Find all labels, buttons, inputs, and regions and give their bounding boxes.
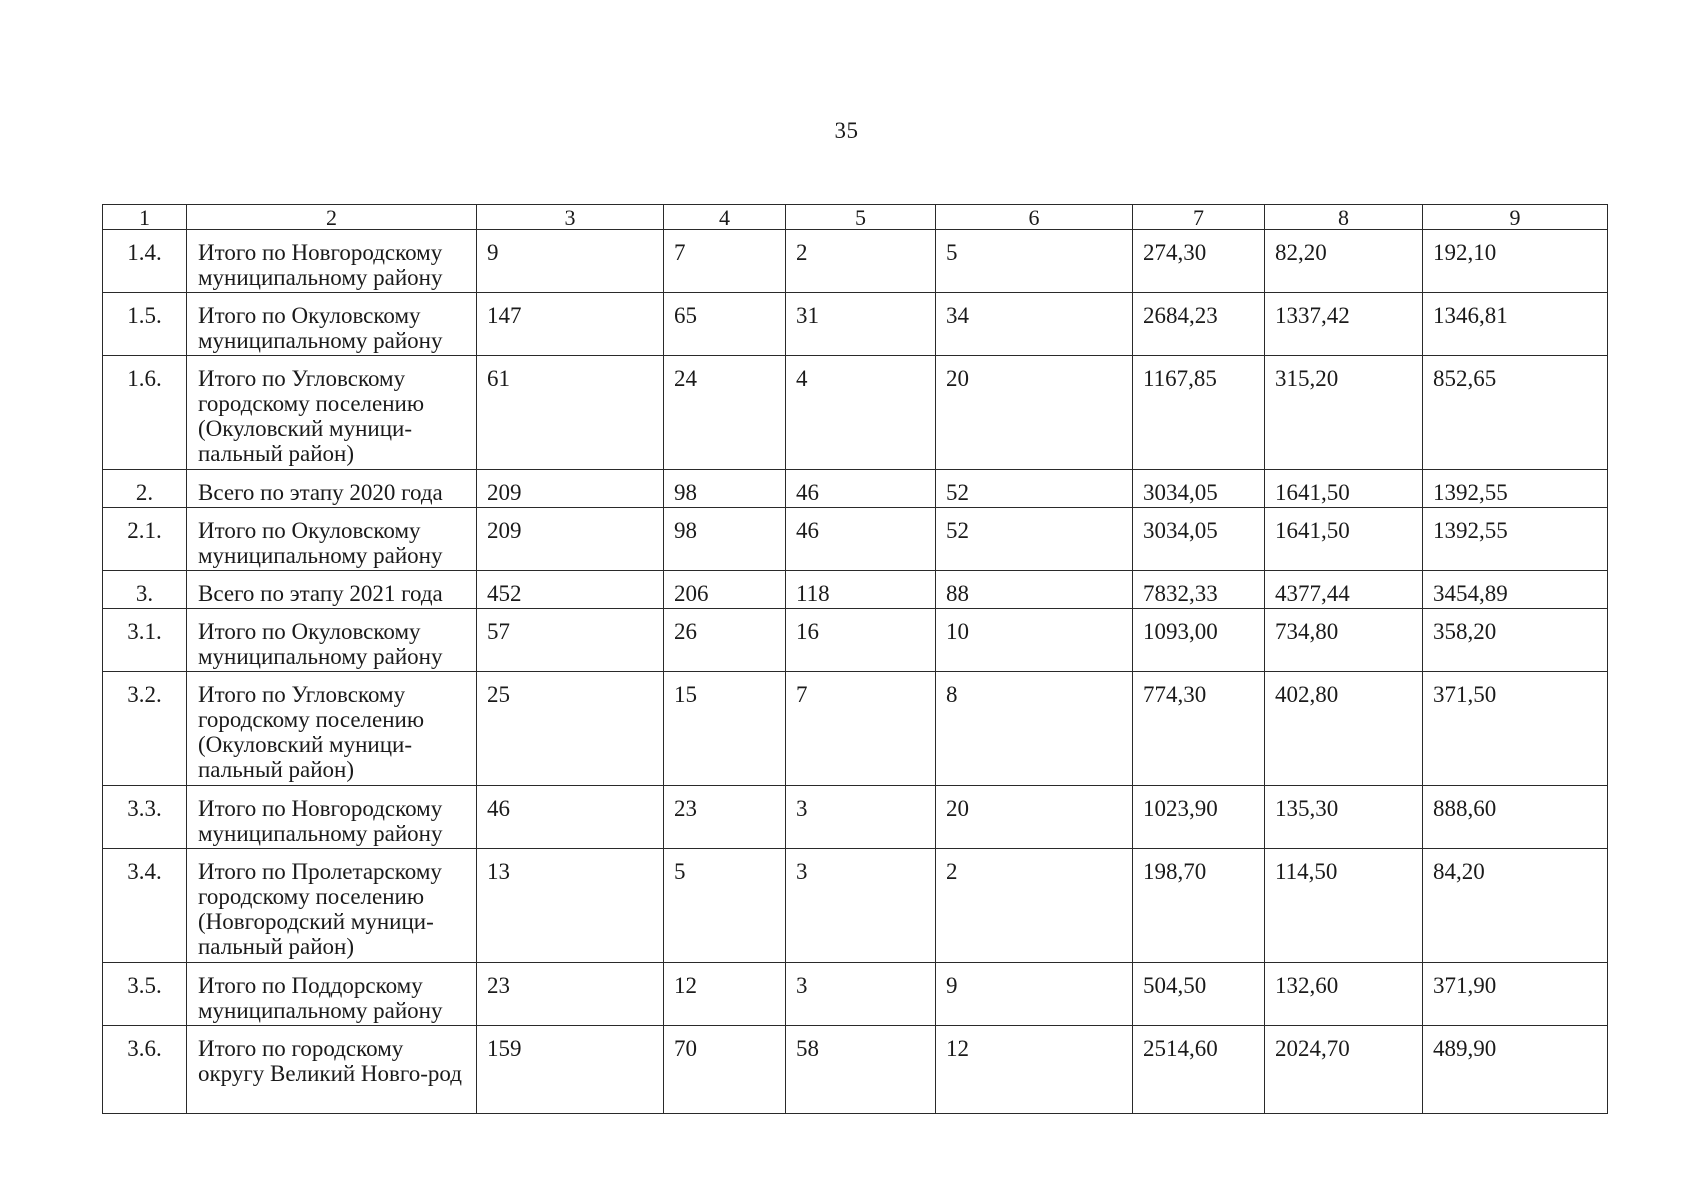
col9-cell: 852,65	[1423, 356, 1608, 470]
row-number-cell: 1.6.	[103, 356, 187, 470]
row-number-cell: 2.	[103, 470, 187, 508]
col6-cell: 10	[936, 609, 1133, 672]
col7-cell: 1023,90	[1133, 786, 1265, 849]
header-cell-col-8: 8	[1265, 205, 1423, 230]
col7-cell: 2684,23	[1133, 293, 1265, 356]
col5-cell: 31	[786, 293, 936, 356]
name-cell: Итого по Окуловскому муниципальному району	[187, 508, 477, 571]
table-row	[103, 786, 1608, 849]
name-cell: Всего по этапу 2021 года	[187, 571, 477, 609]
col4-cell: 5	[664, 849, 786, 963]
col6-cell: 12	[936, 1026, 1133, 1114]
table-row	[103, 293, 1608, 356]
col5-cell: 3	[786, 963, 936, 1026]
col8-cell: 114,50	[1265, 849, 1423, 963]
col4-cell: 15	[664, 672, 786, 786]
col7-cell: 3034,05	[1133, 470, 1265, 508]
col5-cell: 46	[786, 508, 936, 571]
table-row	[103, 849, 1608, 963]
col6-cell: 20	[936, 356, 1133, 470]
table-row	[103, 356, 1608, 470]
col9-cell: 1392,55	[1423, 508, 1608, 571]
table-body	[103, 230, 1608, 1114]
col9-cell: 371,50	[1423, 672, 1608, 786]
col7-cell: 774,30	[1133, 672, 1265, 786]
col3-cell: 23	[477, 963, 664, 1026]
col4-cell: 70	[664, 1026, 786, 1114]
col8-cell: 1337,42	[1265, 293, 1423, 356]
header-cell-col-4: 4	[664, 205, 786, 230]
col4-cell: 98	[664, 470, 786, 508]
col7-cell: 7832,33	[1133, 571, 1265, 609]
col6-cell: 52	[936, 508, 1133, 571]
col9-cell: 358,20	[1423, 609, 1608, 672]
col7-cell: 274,30	[1133, 230, 1265, 293]
col6-cell: 2	[936, 849, 1133, 963]
col5-cell: 46	[786, 470, 936, 508]
col7-cell: 3034,05	[1133, 508, 1265, 571]
col8-cell: 4377,44	[1265, 571, 1423, 609]
col7-cell: 2514,60	[1133, 1026, 1265, 1114]
col6-cell: 5	[936, 230, 1133, 293]
col3-cell: 147	[477, 293, 664, 356]
col9-cell: 1392,55	[1423, 470, 1608, 508]
header-cell-col-9: 9	[1423, 205, 1608, 230]
row-number-cell: 3.2.	[103, 672, 187, 786]
col4-cell: 98	[664, 508, 786, 571]
col5-cell: 58	[786, 1026, 936, 1114]
table-row	[103, 963, 1608, 1026]
col3-cell: 209	[477, 470, 664, 508]
table-row	[103, 609, 1608, 672]
col3-cell: 209	[477, 508, 664, 571]
col3-cell: 13	[477, 849, 664, 963]
col9-cell: 1346,81	[1423, 293, 1608, 356]
col9-cell: 371,90	[1423, 963, 1608, 1026]
col4-cell: 12	[664, 963, 786, 1026]
row-number-cell: 3.5.	[103, 963, 187, 1026]
col9-cell: 888,60	[1423, 786, 1608, 849]
row-number-cell: 3.3.	[103, 786, 187, 849]
col6-cell: 88	[936, 571, 1133, 609]
col6-cell: 20	[936, 786, 1133, 849]
col3-cell: 9	[477, 230, 664, 293]
col5-cell: 3	[786, 786, 936, 849]
col5-cell: 3	[786, 849, 936, 963]
col6-cell: 9	[936, 963, 1133, 1026]
header-cell-col-5: 5	[786, 205, 936, 230]
col8-cell: 132,60	[1265, 963, 1423, 1026]
col3-cell: 25	[477, 672, 664, 786]
col4-cell: 23	[664, 786, 786, 849]
name-cell: Итого по Угловскому городскому поселению (Окуловский муници-пальный район)	[187, 672, 477, 786]
table-header	[103, 205, 1608, 230]
name-cell: Итого по Поддорскому муниципальному району	[187, 963, 477, 1026]
data-table	[102, 204, 1608, 1114]
header-cell-col-6: 6	[936, 205, 1133, 230]
header-row	[103, 205, 1608, 230]
col6-cell: 8	[936, 672, 1133, 786]
name-cell: Итого по Новгородскому муниципальному району	[187, 786, 477, 849]
table-row	[103, 470, 1608, 508]
col9-cell: 84,20	[1423, 849, 1608, 963]
col7-cell: 1167,85	[1133, 356, 1265, 470]
col3-cell: 61	[477, 356, 664, 470]
header-cell-col-1: 1	[103, 205, 187, 230]
col5-cell: 16	[786, 609, 936, 672]
name-cell: Всего по этапу 2020 года	[187, 470, 477, 508]
col8-cell: 734,80	[1265, 609, 1423, 672]
header-cell-col-7: 7	[1133, 205, 1265, 230]
col4-cell: 24	[664, 356, 786, 470]
col5-cell: 2	[786, 230, 936, 293]
col7-cell: 198,70	[1133, 849, 1265, 963]
col4-cell: 65	[664, 293, 786, 356]
page-number: 35	[834, 118, 859, 143]
col6-cell: 52	[936, 470, 1133, 508]
name-cell: Итого по Новгородскому муниципальному району	[187, 230, 477, 293]
row-number-cell: 3.1.	[103, 609, 187, 672]
col8-cell: 1641,50	[1265, 508, 1423, 571]
col3-cell: 452	[477, 571, 664, 609]
col8-cell: 135,30	[1265, 786, 1423, 849]
row-number-cell: 1.5.	[103, 293, 187, 356]
row-number-cell: 2.1.	[103, 508, 187, 571]
col9-cell: 192,10	[1423, 230, 1608, 293]
col8-cell: 1641,50	[1265, 470, 1423, 508]
row-number-cell: 1.4.	[103, 230, 187, 293]
col3-cell: 159	[477, 1026, 664, 1114]
col9-cell: 3454,89	[1423, 571, 1608, 609]
col8-cell: 315,20	[1265, 356, 1423, 470]
col5-cell: 118	[786, 571, 936, 609]
name-cell: Итого по Угловскому городскому поселению (Окуловский муници-пальный район)	[187, 356, 477, 470]
col4-cell: 7	[664, 230, 786, 293]
col3-cell: 46	[477, 786, 664, 849]
name-cell: Итого по Окуловскому муниципальному району	[187, 293, 477, 356]
col8-cell: 402,80	[1265, 672, 1423, 786]
col4-cell: 206	[664, 571, 786, 609]
col3-cell: 57	[477, 609, 664, 672]
row-number-cell: 3.6.	[103, 1026, 187, 1114]
row-number-cell: 3.	[103, 571, 187, 609]
col8-cell: 82,20	[1265, 230, 1423, 293]
col4-cell: 26	[664, 609, 786, 672]
col6-cell: 34	[936, 293, 1133, 356]
table-row	[103, 230, 1608, 293]
row-number-cell: 3.4.	[103, 849, 187, 963]
table-row	[103, 1026, 1608, 1114]
header-cell-col-2: 2	[187, 205, 477, 230]
header-cell-col-3: 3	[477, 205, 664, 230]
col5-cell: 7	[786, 672, 936, 786]
col5-cell: 4	[786, 356, 936, 470]
name-cell: Итого по городскому округу Великий Новго-род	[187, 1026, 477, 1114]
col7-cell: 504,50	[1133, 963, 1265, 1026]
col7-cell: 1093,00	[1133, 609, 1265, 672]
col8-cell: 2024,70	[1265, 1026, 1423, 1114]
table-row	[103, 571, 1608, 609]
table-row	[103, 508, 1608, 571]
name-cell: Итого по Окуловскому муниципальному району	[187, 609, 477, 672]
col9-cell: 489,90	[1423, 1026, 1608, 1114]
table-row	[103, 672, 1608, 786]
name-cell: Итого по Пролетарскому городскому поселению (Новгородский муници-пальный район)	[187, 849, 477, 963]
